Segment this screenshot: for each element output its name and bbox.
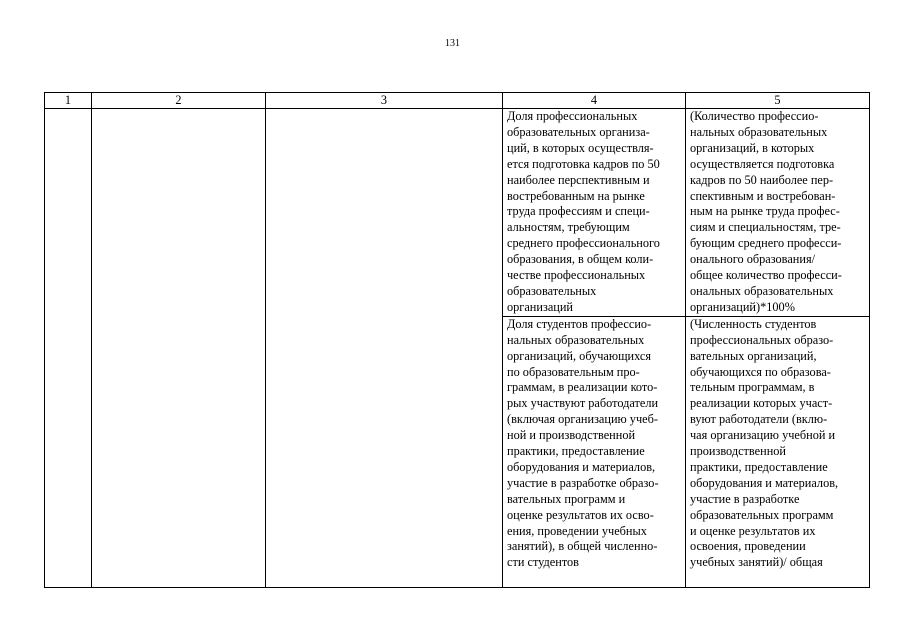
indicator-formula-cell: (Количество профессио- нальных образовательных организаций, в которых осуществляется подготовка кадров по 50 наиболее пер- спективным и востребован- ным на рынке труда профес- сиям и специальностям, тре- бующим среднего професси- онального образования/ общее количество професси- ональных образовательных организаций)*100% [686, 109, 870, 317]
indicator-name-cell: Доля профессиональных образовательных организа- ций, в которых осуществля- ется подготовка кадров по 50 наиболее перспективным и востребованным на рынке труда профессиям и специ- альностям, требующим среднего профессионального образования, в общем коли- честве профессиональных образовательных организаций [503, 109, 686, 317]
cell-col-2 [92, 109, 266, 588]
indicator-table [44, 92, 870, 588]
cell-col-1 [45, 109, 92, 588]
indicator-formula-cell: (Численность студентов профессиональных образо- вательных организаций, обучающихся по образова- тельным программам, в реализации которых участ- вуют работодатели (вклю- чая организацию учебной и производственной практики, предоставление оборудования и материалов, участие в разработке образовательных программ и оценке результатов их освоения, проведении учебных занятий)/ общая [686, 316, 870, 587]
header-col-1: 1 [45, 93, 92, 109]
page-number: 131 [445, 38, 460, 49]
header-col-5: 5 [686, 93, 870, 109]
header-col-2: 2 [92, 93, 266, 109]
header-row [45, 93, 870, 109]
header-col-3: 3 [266, 93, 503, 109]
cell-col-3 [266, 109, 503, 588]
table-row [45, 109, 870, 317]
indicator-name-cell: Доля студентов профессио- нальных образовательных организаций, обучающихся по образовательным про- граммам, в реализации кото- рых участвуют работодатели (включая организацию учеб- ной и производственной практики, предоставление оборудования и материалов, участие в разработке образо- вательных программ и оценке результатов их осво- ения, проведении учебных занятий), в общей численно- сти студентов [503, 316, 686, 587]
header-col-4: 4 [503, 93, 686, 109]
